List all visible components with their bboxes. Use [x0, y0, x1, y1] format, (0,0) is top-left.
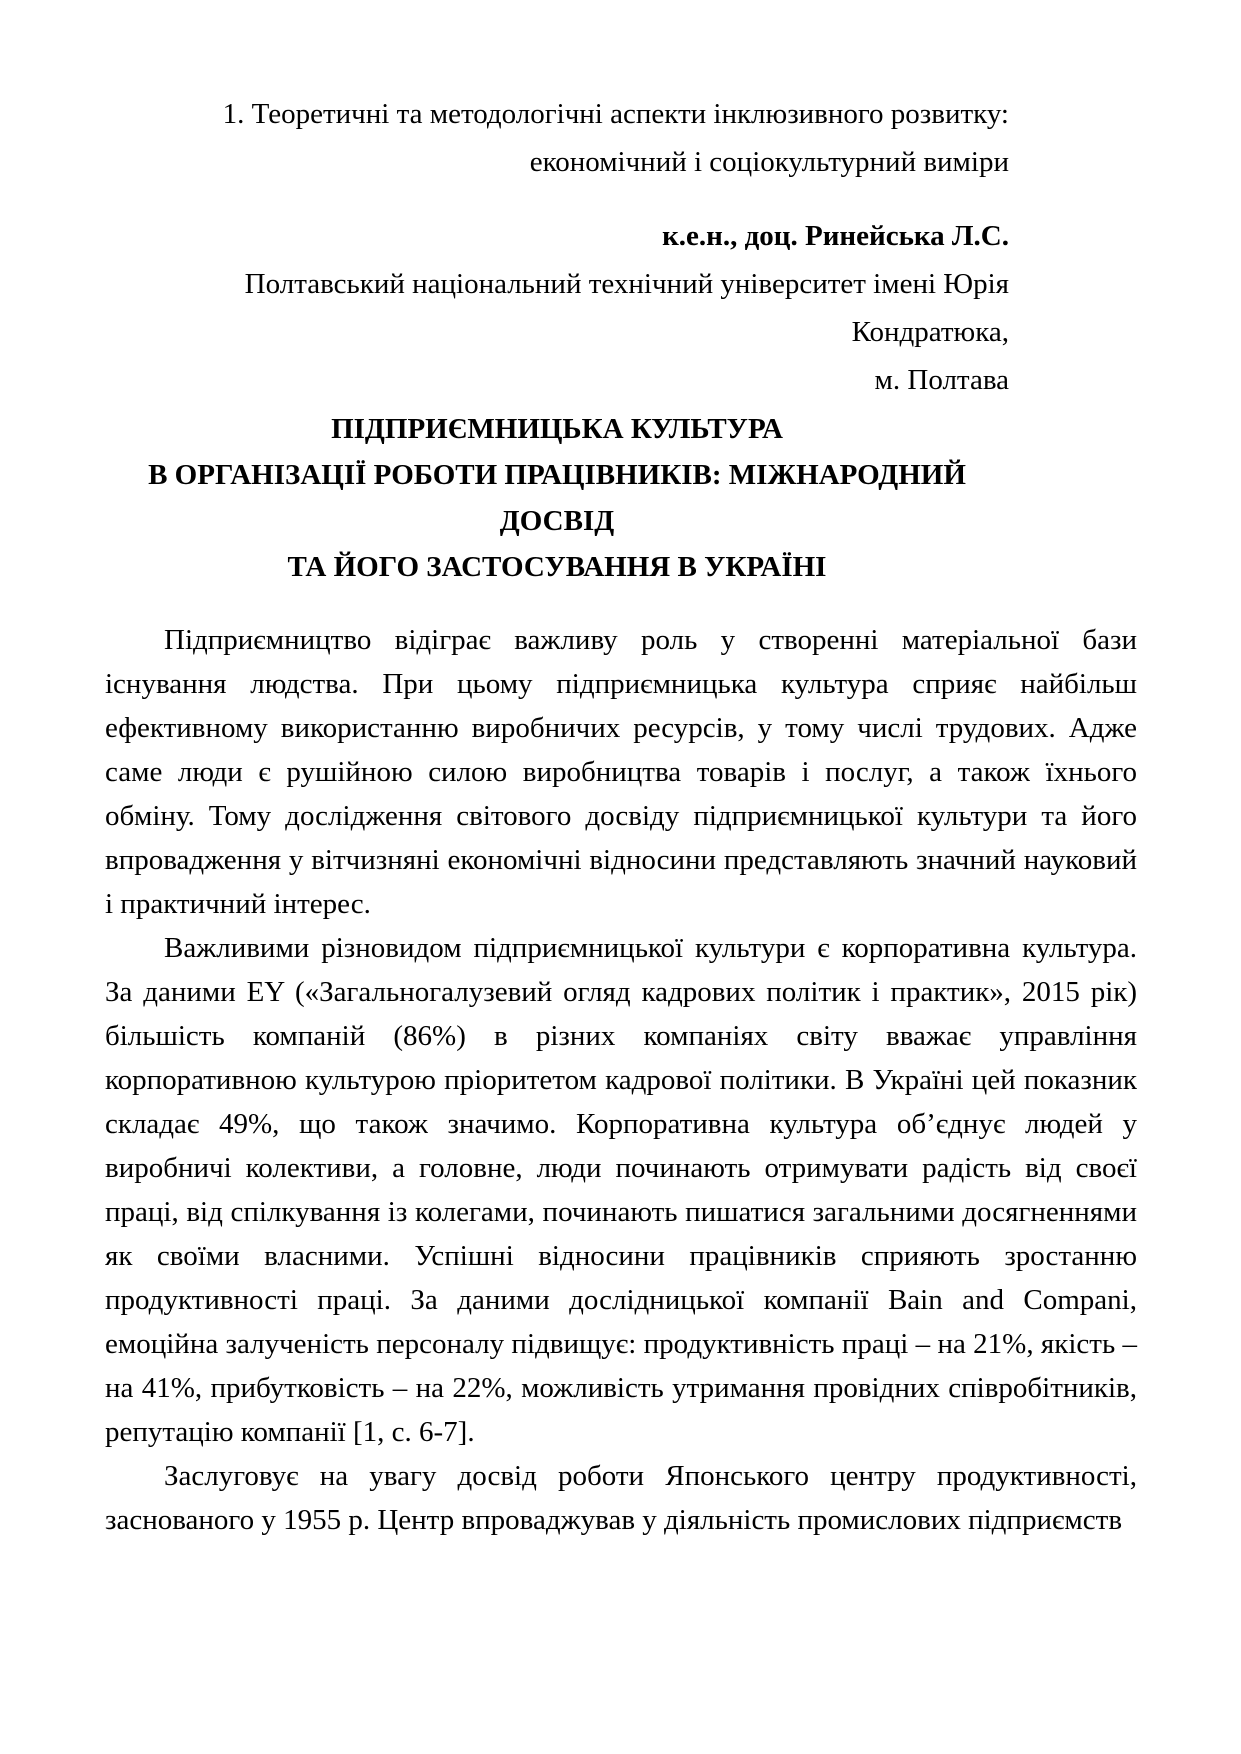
- body-paragraph: Підприємництво відіграє важливу роль у створенні матеріальної бази існування людства. При цьому підприємницька культура сприяє найбільш ефективному використанню виробничих ресурсів, у тому числі трудових. Адже саме люди є рушійною силою виробництва товарів і послуг, а також їхнього обміну. Тому дослідження світового досвіду підприємницької культури та його впровадження у вітчизняні економічні відносини представляють значний науковий і практичний інтерес.: [105, 624, 1137, 920]
- article-title: [105, 406, 1137, 590]
- body-paragraph: Заслуговує на увагу досвід роботи Японського центру продуктивності, заснованого у 1955 р. Центр впроваджував у діяльність промислових підприємств: [105, 1460, 1137, 1536]
- article-title-line-1: ПІДПРИЄМНИЦЬКА КУЛЬТУРА: [331, 413, 783, 445]
- section-heading-line-2: економічний і соціокультурний виміри: [529, 146, 1009, 178]
- author-name: к.е.н., доц. Ринейська Л.С.: [662, 220, 1009, 252]
- document-header-block: [105, 90, 1137, 404]
- body-paragraph: Важливими різновидом підприємницької культури є корпоративна культура. За даними EY («Загальногалузевий огляд кадрових політик і практик», 2015 рік) більшість компаній (86%) в різних компаніях світу вважає управління корпоративною культурою пріоритетом кадрової політики. В Україні цей показник складає 49%, що також значимо. Корпоративна культура об’єднує людей у виробничі колективи, а головне, люди починають отримувати радість від своєї праці, від спілкування із колегами, починають пишатися загальними досягненнями як своїми власними. Успішні відносини працівників сприяють зростанню продуктивності праці. За даними дослідницької компанії Bain and Compani, емоційна залученість персоналу підвищує: продуктивність праці – на 21%, якість – на 41%, прибутковість – на 22%, можливість утримання провідних співробітників, репутацію компанії [1, с. 6-7].: [105, 932, 1137, 1448]
- author-city: м. Полтава: [874, 364, 1009, 396]
- article-title-line-2: В ОРГАНІЗАЦІЇ РОБОТИ ПРАЦІВНИКІВ: МІЖНАРОДНИЙ ДОСВІД: [148, 459, 966, 537]
- section-heading-line-1: 1. Теоретичні та методологічні аспекти інклюзивного розвитку:: [222, 98, 1009, 130]
- article-title-line-3: ТА ЙОГО ЗАСТОСУВАННЯ В УКРАЇНІ: [287, 551, 827, 583]
- author-affiliation: Полтавський національний технічний університет імені Юрія Кондратюка,: [244, 268, 1009, 348]
- article-body: [105, 618, 1137, 1542]
